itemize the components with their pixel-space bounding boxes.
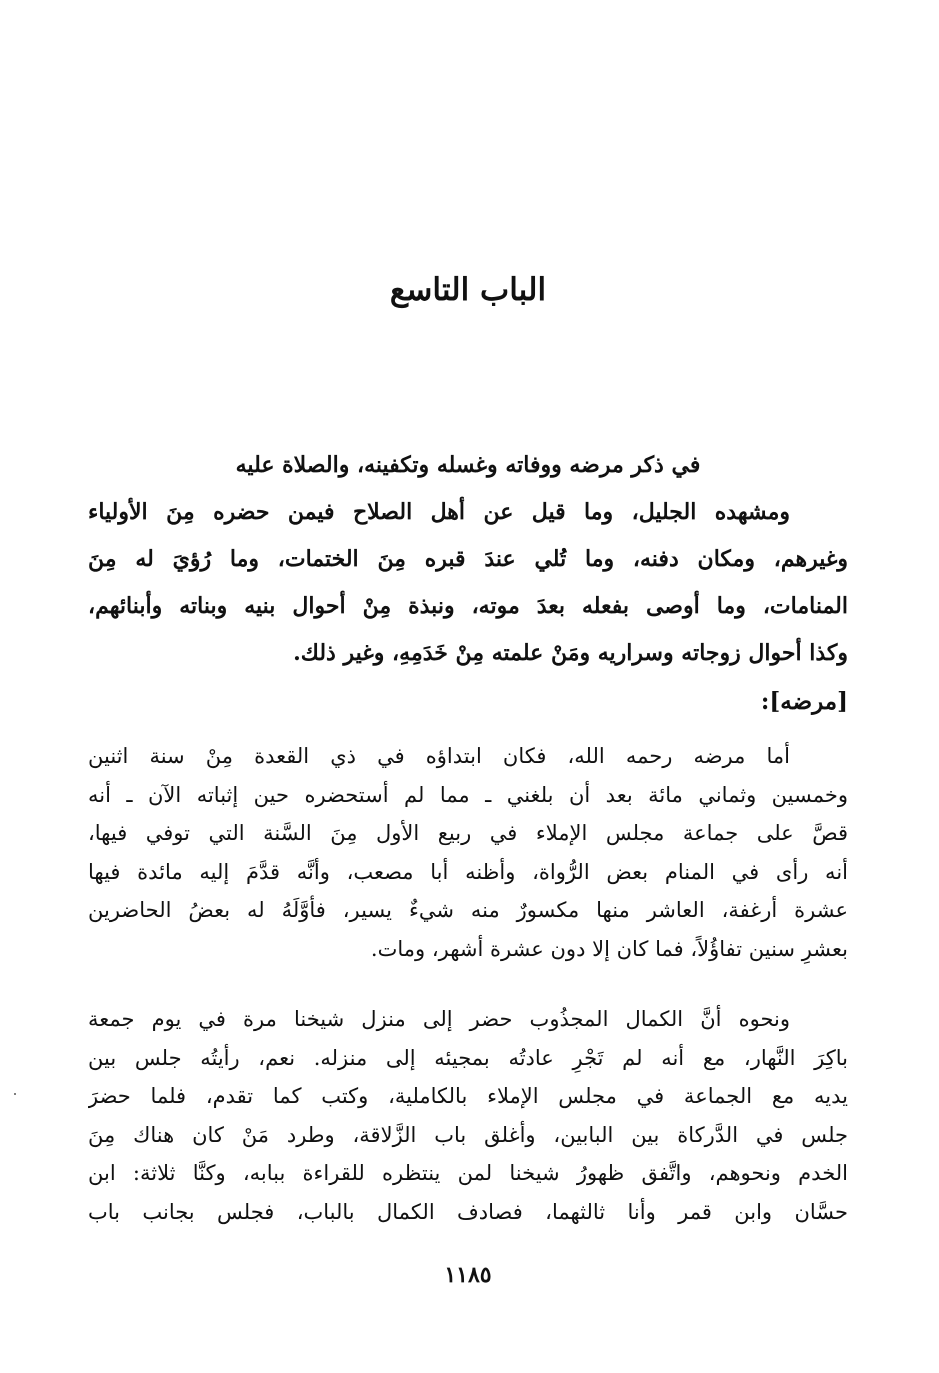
text-line: جلس في الدَّركاة بين البابين، وأغلق باب الزَّلاقة، وطرد مَنْ كان هناك مِنَ [88, 1122, 848, 1147]
text-line: يديه مع الجماعة في مجلس الإملاء بالكاملية، وكتب كما تقدم، فلما حضرَ [88, 1084, 848, 1108]
intro-line: ومشهده الجليل، وما قيل عن أهل الصلاح فيمن حضره مِنَ الأولياء [88, 499, 790, 525]
book-page [88, 0, 848, 1373]
intro-line: وغيرهم، ومكان دفنه، وما تُلي عندَ قبره مِنَ الختمات، وما رُؤيَ له مِنَ [88, 546, 848, 572]
text-line: باكِرَ النَّهار، مع أنه لم تَجْرِ عادتُه بمجيئه إلى منزله. نعم، رأيتُه جلس بين [88, 1045, 848, 1070]
text-line: وخمسين وثماني مائة بعد أن بلغني ـ مما لم أستحضره حين إثباته الآن ـ أنه [88, 782, 848, 807]
section-heading: [مرضه]: [760, 688, 848, 715]
text-line: أنه رأى في المنام بعض الرُّواة، وأظنه أبا مصعب، وأنَّه قدَّمَ إليه مائدة فيها [88, 859, 848, 884]
chapter-intro [88, 442, 848, 677]
paragraph-kamal [88, 1000, 848, 1231]
text-line: الخدم ونحوهم، واتَّفق ظهورُ شيخنا لمن ينتظره للقراءة ببابه، وكنَّا ثلاثة: ابن [88, 1161, 848, 1185]
text-line: قصَّ على جماعة مجلس الإملاء في ربيع الأول مِنَ السَّنة التي توفي فيها، [88, 821, 848, 845]
text-line: عشرة أرغفة، العاشر منها مكسورٌ منه شيءٌ يسير، فأوَّلَهُ له بعضُ الحاضرين [88, 898, 848, 922]
paragraph-illness [88, 737, 848, 968]
scan-speck [14, 1093, 16, 1095]
text-line: بعشرِ سنين تفاؤُلاً، فما كان إلا دون عشرة أشهر، ومات. [370, 936, 848, 961]
chapter-title: الباب التاسع [389, 272, 547, 308]
text-line: أما مرضه رحمه الله، فكان ابتداؤه في ذي القعدة مِنْ سنة اثنين [88, 744, 790, 768]
text-line: ونحوه أنَّ الكمال المجذُوب حضر إلى منزل شيخنا مرة في يوم جمعة [88, 1007, 790, 1031]
intro-line: المنامات، وما أوصى بفعله بعدَ موته، ونبذة مِنْ أحوال بنيه وبناته وأبنائهم، [88, 593, 848, 619]
intro-line: وكذا أحوال زوجاته وسراريه ومَنْ علمته مِنْ خَدَمِهِ، وغير ذلك. [293, 640, 848, 666]
text-line: حسَّان وابن قمر وأنا ثالثهما، فصادف الكمال بالباب، فجلس بجانب باب [88, 1199, 848, 1224]
intro-line: في ذكر مرضه ووفاته وغسله وتكفينه، والصلاة عليه [235, 452, 701, 478]
page-number: ١١٨٥ [444, 1262, 492, 1288]
